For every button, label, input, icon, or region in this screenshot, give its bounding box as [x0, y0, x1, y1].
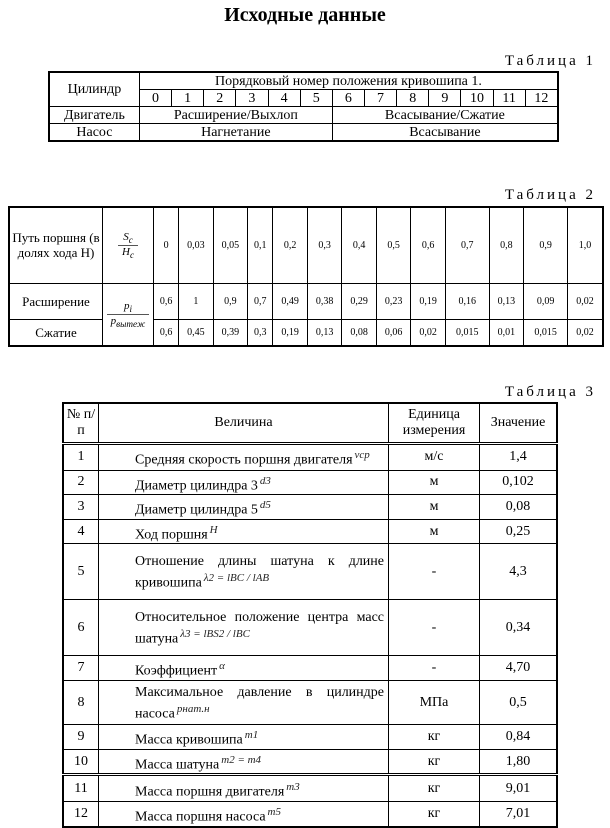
t1-position-cell: 0	[139, 90, 171, 107]
t3-row-no: 5	[63, 544, 99, 600]
table1-caption: Таблица 1	[504, 53, 596, 69]
t2-header-row	[9, 207, 603, 283]
t2-ratio-value: 0,3	[248, 319, 273, 346]
t3-value: 4,3	[480, 544, 558, 600]
t3-quantity	[99, 600, 389, 656]
t3-header-quantity: Величина	[99, 403, 389, 443]
t2-header-label: Путь поршня (в долях хода Н)	[9, 207, 103, 283]
table2-caption: Таблица 2	[504, 187, 596, 203]
t3-quantity	[99, 681, 389, 725]
t2-ratio-value: 0,16	[445, 283, 489, 319]
t3-unit: -	[389, 600, 480, 656]
t2-ratio-value: 0,02	[568, 319, 604, 346]
t3-quantity-text: Коэффициент	[135, 664, 218, 680]
t3-row	[63, 725, 557, 750]
t2-s-value: 0,9	[524, 207, 568, 283]
t3-quantity	[99, 775, 389, 802]
t3-unit: кг	[389, 749, 480, 775]
t3-row-no: 6	[63, 600, 99, 656]
t3-body	[63, 443, 557, 827]
t1-position-cell: 1	[172, 90, 204, 107]
t3-quantity	[99, 656, 389, 681]
t3-unit: кг	[389, 802, 480, 827]
t1-position-cell: 12	[525, 90, 558, 107]
t3-quantity	[99, 544, 389, 600]
t3-unit: кг	[389, 775, 480, 802]
t3-row	[63, 495, 557, 520]
t3-row-no: 9	[63, 725, 99, 750]
table2	[8, 206, 604, 347]
t3-row-no: 11	[63, 775, 99, 802]
t3-value: 4,70	[480, 656, 558, 681]
t2-s-value: 0,6	[411, 207, 446, 283]
t3-symbol: α	[219, 660, 225, 673]
t2-header-fraction: $\frac{S_c}{H_c}$	[103, 207, 154, 283]
t3-row-no: 10	[63, 749, 99, 775]
t3-value: 0,5	[480, 681, 558, 725]
t3-row-no: 7	[63, 656, 99, 681]
page-title: Исходные данные	[224, 4, 386, 26]
t3-quantity	[99, 725, 389, 750]
t3-row	[63, 775, 557, 802]
t1-header-position: Порядковый номер положения кривошипа 1.	[139, 72, 558, 90]
t2-row-label: Сжатие	[9, 319, 103, 346]
t3-symbol: d5	[259, 499, 271, 512]
t3-unit: кг	[389, 725, 480, 750]
t1-position-cell: 11	[493, 90, 525, 107]
t3-quantity-text: Относительное положение центра масс шатуна	[135, 610, 384, 647]
t3-unit: м	[389, 519, 480, 544]
t3-header-no: № п/п	[63, 403, 99, 443]
t2-ratio-value: 0,13	[489, 283, 524, 319]
t3-unit: м	[389, 470, 480, 495]
t3-quantity	[99, 470, 389, 495]
t1-position-cell: 7	[364, 90, 396, 107]
table1	[48, 71, 559, 142]
t2-row-label: Расширение	[9, 283, 103, 319]
t2-ratio-value: 0,7	[248, 283, 273, 319]
t3-value: 0,102	[480, 470, 558, 495]
t3-symbol: λ3 = lBS2 / lBC	[180, 628, 250, 641]
t1-row-engine	[49, 107, 558, 124]
t1-row-label: Насос	[49, 124, 139, 142]
t2-ratio-value: 0,015	[524, 319, 568, 346]
t1-cell-phase: Всасывание	[332, 124, 558, 142]
t2-s-value: 0,8	[489, 207, 524, 283]
t2-ratio-value: 0,09	[524, 283, 568, 319]
t1-position-cell: 5	[300, 90, 332, 107]
t3-row	[63, 544, 557, 600]
t2-ratio-value: 1	[179, 283, 214, 319]
t3-value: 7,01	[480, 802, 558, 827]
t3-unit: м/с	[389, 443, 480, 470]
t3-row	[63, 470, 557, 495]
t2-ratio-value: 0,19	[411, 283, 446, 319]
t1-position-cell: 10	[461, 90, 493, 107]
t2-s-value: 0,5	[376, 207, 411, 283]
t3-header-unit: Единица измерения	[389, 403, 480, 443]
t1-position-cell: 8	[397, 90, 429, 107]
table3-caption: Таблица 3	[504, 384, 596, 400]
t2-s-value: 1,0	[568, 207, 604, 283]
t2-row-expansion	[9, 283, 603, 319]
t3-quantity	[99, 519, 389, 544]
t3-symbol: d3	[259, 474, 271, 487]
t1-position-cell: 6	[332, 90, 364, 107]
t2-ratio-value: 0,02	[568, 283, 604, 319]
t2-s-value: 0,3	[307, 207, 342, 283]
t3-symbol: m3	[286, 781, 300, 794]
t3-quantity	[99, 749, 389, 775]
t3-symbol: m2 = m4	[221, 753, 262, 766]
t3-value: 0,34	[480, 600, 558, 656]
t3-unit: МПа	[389, 681, 480, 725]
t3-unit: -	[389, 544, 480, 600]
t3-row-no: 4	[63, 519, 99, 544]
t3-quantity-text: Средняя скорость поршня двигателя	[135, 452, 353, 468]
t3-quantity	[99, 443, 389, 470]
t2-ratio-value: 0,29	[342, 283, 377, 319]
t2-ratio-fraction: $p_i$ $p_{вытеж}$	[103, 283, 154, 346]
t3-row	[63, 681, 557, 725]
t2-s-value: 0,7	[445, 207, 489, 283]
t3-symbol: m5	[267, 806, 281, 819]
t1-position-cell: 9	[429, 90, 461, 107]
t3-quantity-text: Масса шатуна	[135, 757, 220, 773]
t3-row	[63, 802, 557, 827]
t1-cell-phase: Расширение/Выхлоп	[139, 107, 332, 124]
t3-symbol: pнат.н	[176, 702, 210, 715]
t3-unit: м	[389, 495, 480, 520]
t3-row-no: 1	[63, 443, 99, 470]
t3-quantity-text: Масса поршня двигателя	[135, 784, 285, 800]
t2-ratio-value: 0,39	[213, 319, 248, 346]
t2-ratio-value: 0,01	[489, 319, 524, 346]
t3-quantity	[99, 495, 389, 520]
t1-cell-phase: Нагнетание	[139, 124, 332, 142]
t1-row-label: Двигатель	[49, 107, 139, 124]
t3-value: 1,4	[480, 443, 558, 470]
t3-value: 0,25	[480, 519, 558, 544]
t3-value: 0,08	[480, 495, 558, 520]
t3-row-no: 2	[63, 470, 99, 495]
t2-ratio-value: 0,08	[342, 319, 377, 346]
t2-row-compression	[9, 319, 603, 346]
t1-position-cell: 2	[204, 90, 236, 107]
t1-cell-phase: Всасывание/Сжатие	[332, 107, 558, 124]
t2-ratio-value: 0,6	[154, 283, 179, 319]
t3-unit: -	[389, 656, 480, 681]
t3-quantity-text: Диаметр цилиндра 5	[135, 502, 258, 518]
t2-ratio-value: 0,6	[154, 319, 179, 346]
t1-row-pump	[49, 124, 558, 142]
t3-quantity	[99, 802, 389, 827]
t3-quantity-text: Отношение длины шатуна к длине кривошипа	[135, 554, 384, 591]
t3-row	[63, 600, 557, 656]
t2-ratio-value: 0,38	[307, 283, 342, 319]
t3-quantity-text: Ход поршня	[135, 527, 208, 543]
t3-header-value: Значение	[480, 403, 558, 443]
t2-s-value: 0,4	[342, 207, 377, 283]
t2-ratio-value: 0,13	[307, 319, 342, 346]
t3-row	[63, 656, 557, 681]
t1-header-cylinder: Цилиндр	[49, 72, 139, 107]
t2-s-value: 0	[154, 207, 179, 283]
t3-row-no: 8	[63, 681, 99, 725]
t2-ratio-value: 0,9	[213, 283, 248, 319]
t3-row	[63, 749, 557, 775]
t3-symbol: λ2 = lBC / lAB	[203, 572, 270, 585]
t2-ratio-value: 0,45	[179, 319, 214, 346]
t3-quantity-text: Масса кривошипа	[135, 732, 243, 748]
t3-row-no: 12	[63, 802, 99, 827]
t2-ratio-value: 0,49	[273, 283, 308, 319]
t3-row-no: 3	[63, 495, 99, 520]
t3-row	[63, 443, 557, 470]
t3-symbol: vср	[354, 449, 370, 462]
t3-value: 0,84	[480, 725, 558, 750]
t2-s-value: 0,03	[179, 207, 214, 283]
table3	[62, 402, 558, 828]
t1-position-cell: 3	[236, 90, 268, 107]
t1-position-cell: 4	[268, 90, 300, 107]
t3-header-row	[63, 403, 557, 443]
t3-symbol: H	[209, 523, 218, 536]
t3-quantity-text: Максимальное давление в цилиндре насоса	[135, 684, 384, 722]
t2-ratio-value: 0,06	[376, 319, 411, 346]
t3-quantity-text: Масса поршня насоса	[135, 810, 266, 826]
t2-ratio-value: 0,02	[411, 319, 446, 346]
t2-s-value: 0,05	[213, 207, 248, 283]
t3-symbol: m1	[244, 729, 259, 742]
t2-ratio-value: 0,19	[273, 319, 308, 346]
t2-ratio-value: 0,23	[376, 283, 411, 319]
t2-ratio-value: 0,015	[445, 319, 489, 346]
t3-value: 1,80	[480, 749, 558, 775]
t2-s-value: 0,2	[273, 207, 308, 283]
t3-row	[63, 519, 557, 544]
t2-s-value: 0,1	[248, 207, 273, 283]
t3-value: 9,01	[480, 775, 558, 802]
t3-quantity-text: Диаметр цилиндра 3	[135, 478, 258, 494]
